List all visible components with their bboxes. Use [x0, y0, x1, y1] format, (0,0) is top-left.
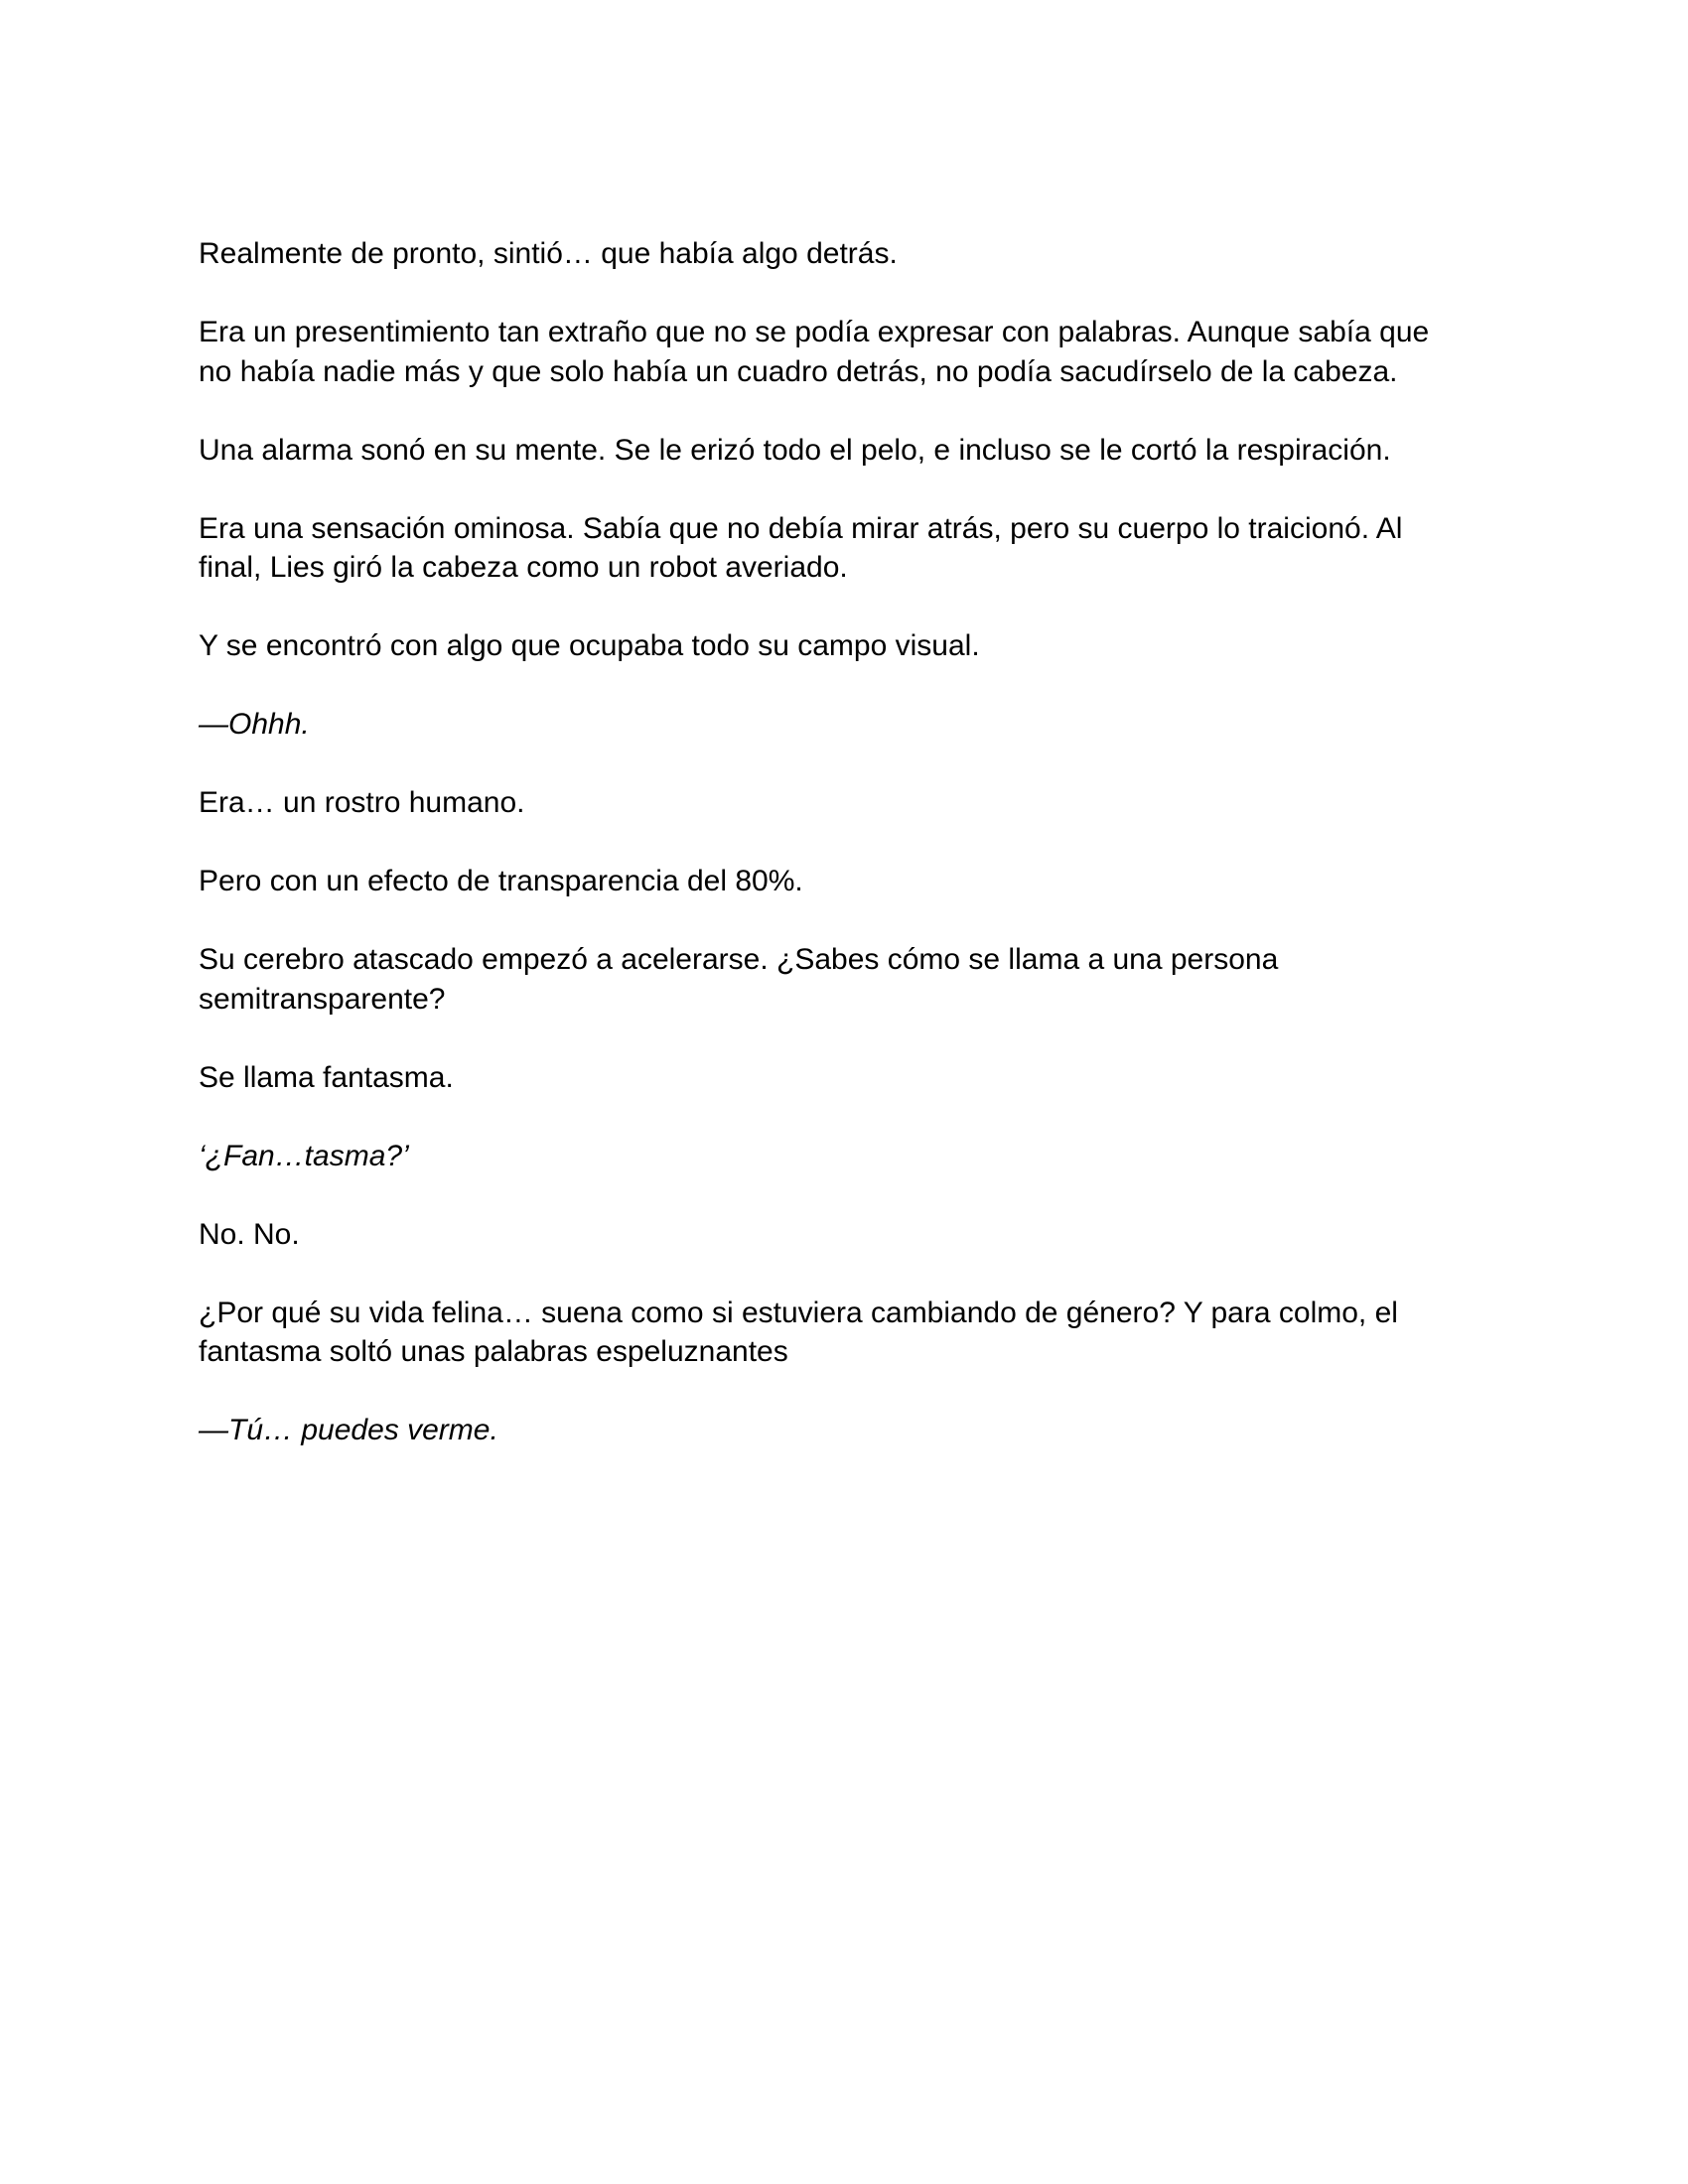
paragraph: Se llama fantasma. — [199, 1060, 454, 1094]
text-body — [199, 234, 1460, 1450]
paragraph: Era una sensación ominosa. Sabía que no debía mirar atrás, pero su cuerpo lo traicionó. Al final, Lies giró la cabeza como un robot averiado. — [199, 511, 1411, 584]
paragraph: Era un presentimiento tan extraño que no se podía expresar con palabras. Aunque sabía que no había nadie más y que solo había un cuadro detrás, no podía sacudírselo de la cabeza. — [199, 316, 1438, 388]
paragraph: ¿Por qué su vida felina… suena como si estuviera cambiando de género? Y para colmo, el fantasma soltó unas palabras espeluznantes — [199, 1296, 1407, 1368]
paragraph: Y se encontró con algo que ocupaba todo su campo visual. — [199, 629, 980, 662]
paragraph: —Tú… puedes verme. — [199, 1414, 498, 1446]
paragraph: Realmente de pronto, sintió… que había algo detrás. — [199, 237, 898, 270]
paragraph: Su cerebro atascado empezó a acelerarse. ¿Sabes cómo se llama a una persona semitransparente? — [199, 943, 1287, 1016]
paragraph: Era… un rostro humano. — [199, 786, 525, 819]
paragraph: No. No. — [199, 1217, 300, 1251]
paragraph: —Ohhh. — [199, 708, 310, 741]
paragraph: Pero con un efecto de transparencia del 80%. — [199, 865, 803, 897]
paragraph: ‘¿Fan…tasma?’ — [199, 1139, 409, 1172]
paragraph: Una alarma sonó en su mente. Se le erizó todo el pelo, e incluso se le cortó la respiración. — [199, 433, 1391, 467]
